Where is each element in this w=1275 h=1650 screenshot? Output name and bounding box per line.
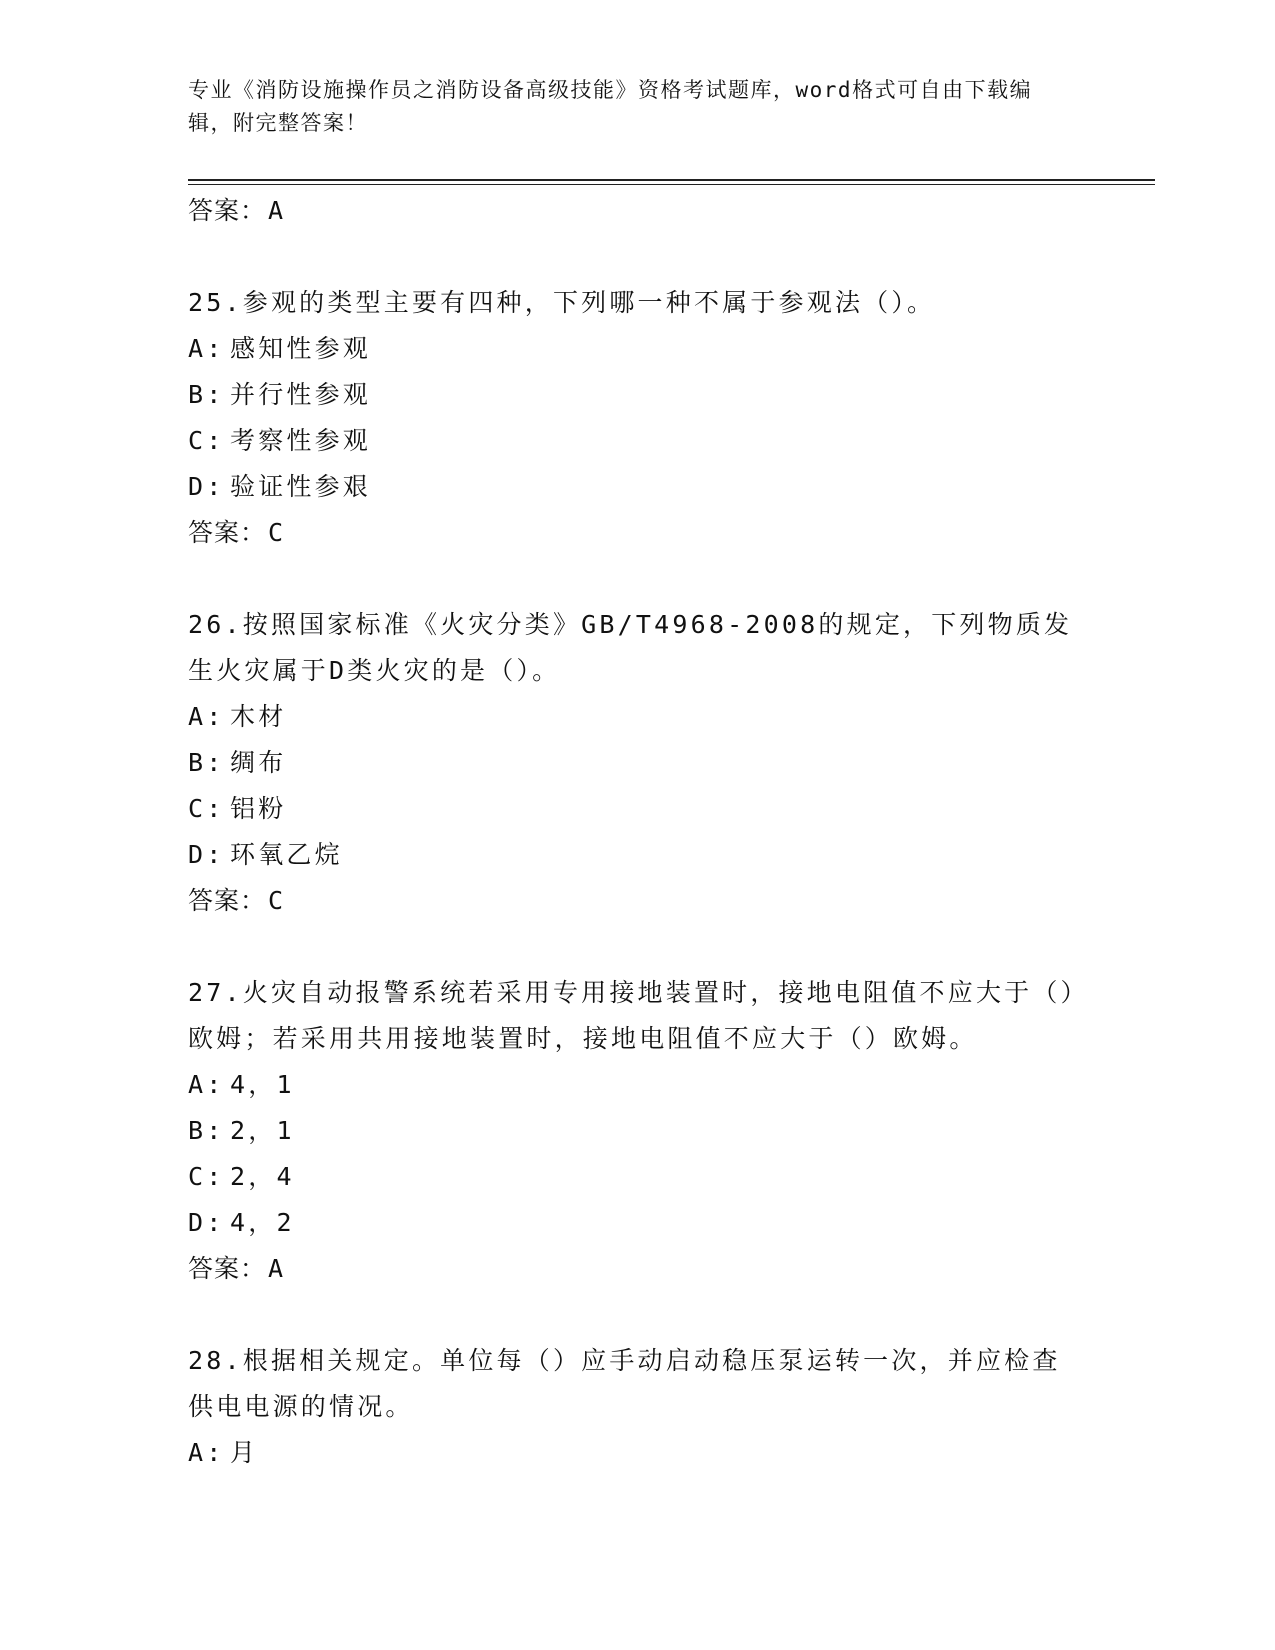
option-b: B: 2，1: [188, 1116, 295, 1145]
header-divider: [188, 179, 1155, 181]
answer-line: 答案：C: [188, 886, 285, 915]
option-d: D: 环氧乙烷: [188, 840, 343, 869]
option-c: C: 铝粉: [188, 794, 287, 823]
option-d: D: 验证性参艰: [188, 472, 372, 501]
option-b: B: 并行性参观: [188, 380, 372, 409]
option-a: A: 4，1: [188, 1070, 295, 1099]
answer-line: 答案：C: [188, 518, 285, 547]
question-text: 25.参观的类型主要有四种，下列哪一种不属于参观法（）。: [188, 288, 936, 317]
answer-line: 答案：A: [188, 196, 285, 225]
option-a: A: 木材: [188, 702, 287, 731]
question-block: [188, 970, 1088, 1292]
question-text: 26.按照国家标准《火灾分类》GB/T4968-2008的规定，下列物质发生火灾属于D类火灾的是（）。: [188, 610, 1073, 685]
option-a: A: 感知性参观: [188, 334, 372, 363]
question-block: [188, 280, 1088, 556]
question-block: [188, 602, 1088, 924]
question-list: [188, 188, 1088, 1476]
question-text: 28.根据相关规定。单位每（）应手动启动稳压泵运转一次，并应检查供电电源的情况。: [188, 1346, 1061, 1421]
question-text: 27.火灾自动报警系统若采用专用接地装置时，接地电阻值不应大于（）欧姆；若采用共用接地装置时，接地电阻值不应大于（）欧姆。: [188, 978, 1077, 1053]
answer-line: 答案：A: [188, 1254, 285, 1283]
option-b: B: 绸布: [188, 748, 287, 777]
option-d: D: 4，2: [188, 1208, 295, 1237]
document-header: [188, 74, 1068, 140]
option-c: C: 考察性参观: [188, 426, 372, 455]
header-divider-thin: [188, 184, 1155, 185]
header-text: 专业《消防设施操作员之消防设备高级技能》资格考试题库，word格式可自由下载编辑，附完整答案！: [188, 78, 1033, 135]
option-a: A: 月: [188, 1438, 259, 1467]
option-c: C: 2，4: [188, 1162, 295, 1191]
question-block: [188, 1338, 1088, 1476]
